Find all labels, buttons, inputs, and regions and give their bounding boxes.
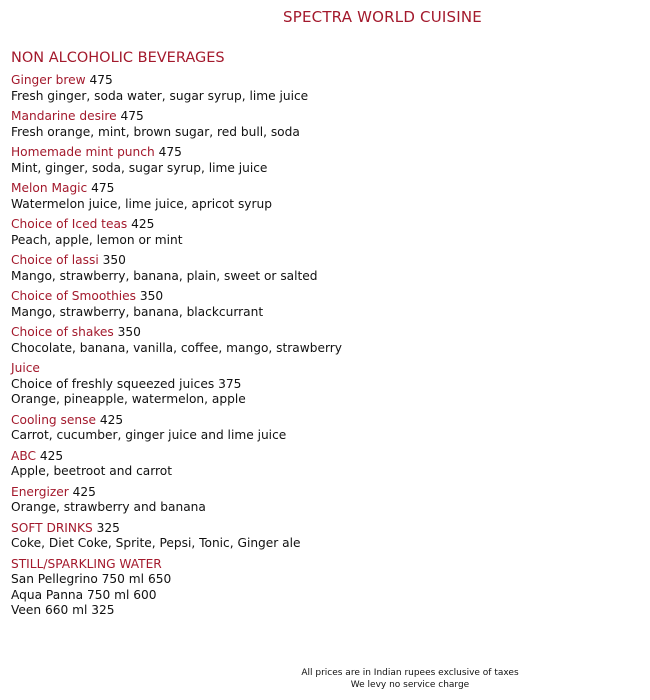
- item-name: STILL/SPARKLING WATER: [11, 556, 162, 571]
- menu-item: [11, 145, 631, 176]
- footer-service-note: We levy no service charge: [350, 680, 470, 690]
- item-price: 475: [120, 109, 144, 123]
- item-name: SOFT DRINKS: [11, 520, 93, 535]
- item-price: 325: [96, 520, 120, 535]
- item-description: Mango, strawberry, banana, blackcurrant: [11, 304, 264, 319]
- footer-taxes-note: All prices are in Indian rupees exclusive of taxes: [301, 668, 519, 678]
- menu-item: [11, 289, 631, 320]
- item-price: 475: [89, 73, 113, 87]
- item-price: 350: [117, 325, 141, 339]
- item-description: Fresh orange, mint, brown sugar, red bull, soda: [11, 124, 300, 139]
- menu-list: [11, 73, 631, 624]
- item-description: Peach, apple, lemon or mint: [11, 232, 183, 247]
- item-price: 475: [91, 181, 115, 195]
- section-title: NON ALCOHOLIC BEVERAGES: [11, 50, 225, 66]
- menu-item: [11, 109, 631, 140]
- item-description: Mint, ginger, soda, sugar syrup, lime juice: [11, 160, 268, 175]
- item-price: 350: [139, 289, 164, 303]
- item-description: Choice of freshly squeezed juices 375: [11, 376, 242, 391]
- item-description: Orange, strawberry and banana: [11, 500, 206, 514]
- menu-item: [11, 361, 631, 408]
- item-name: Ginger brew: [11, 73, 86, 87]
- menu-item: [11, 253, 631, 284]
- menu-item: [11, 485, 631, 516]
- menu-item: [11, 413, 631, 444]
- item-price: 425: [131, 217, 155, 231]
- item-description: Mango, strawberry, banana, plain, sweet or salted: [11, 268, 318, 283]
- item-name: Choice of shakes: [11, 325, 114, 339]
- menu-item: [11, 557, 631, 619]
- item-price: 425: [99, 412, 124, 427]
- item-description: Orange, pineapple, watermelon, apple: [11, 392, 246, 406]
- item-name: ABC: [11, 448, 36, 463]
- item-price: 425: [39, 448, 64, 463]
- item-description: Watermelon juice, lime juice, apricot syrup: [11, 196, 272, 211]
- menu-item: [11, 73, 631, 104]
- item-price: 475: [158, 145, 182, 159]
- item-name: Choice of Iced teas: [11, 217, 128, 231]
- footer-note: [260, 667, 560, 691]
- menu-item: [11, 449, 631, 480]
- item-description: San Pellegrino 750 ml 650: [11, 572, 172, 586]
- menu-item: [11, 181, 631, 212]
- item-name: Mandarine desire: [11, 109, 117, 123]
- item-description: Fresh ginger, soda water, sugar syrup, lime juice: [11, 88, 309, 103]
- item-description: Veen 660 ml 325: [11, 603, 115, 617]
- item-description: Aqua Panna 750 ml 600: [11, 587, 157, 602]
- item-name: Choice of Smoothies: [11, 289, 137, 303]
- item-name: Cooling sense: [11, 412, 96, 427]
- item-description: Chocolate, banana, vanilla, coffee, mango, strawberry: [11, 340, 342, 355]
- item-name: Homemade mint punch: [11, 145, 155, 159]
- item-description: Carrot, cucumber, ginger juice and lime juice: [11, 428, 287, 442]
- item-price: 350: [102, 253, 126, 267]
- menu-item: [11, 217, 631, 248]
- item-name: Melon Magic: [11, 181, 88, 195]
- item-name: Choice of lassi: [11, 253, 99, 267]
- menu-item: [11, 521, 631, 552]
- item-name: Juice: [11, 361, 40, 375]
- item-description: Coke, Diet Coke, Sprite, Pepsi, Tonic, Ginger ale: [11, 536, 301, 550]
- item-description: Apple, beetroot and carrot: [11, 464, 173, 478]
- item-price: 425: [72, 484, 96, 499]
- restaurant-name: SPECTRA WORLD CUISINE: [283, 8, 482, 26]
- menu-item: [11, 325, 631, 356]
- item-name: Energizer: [11, 484, 69, 499]
